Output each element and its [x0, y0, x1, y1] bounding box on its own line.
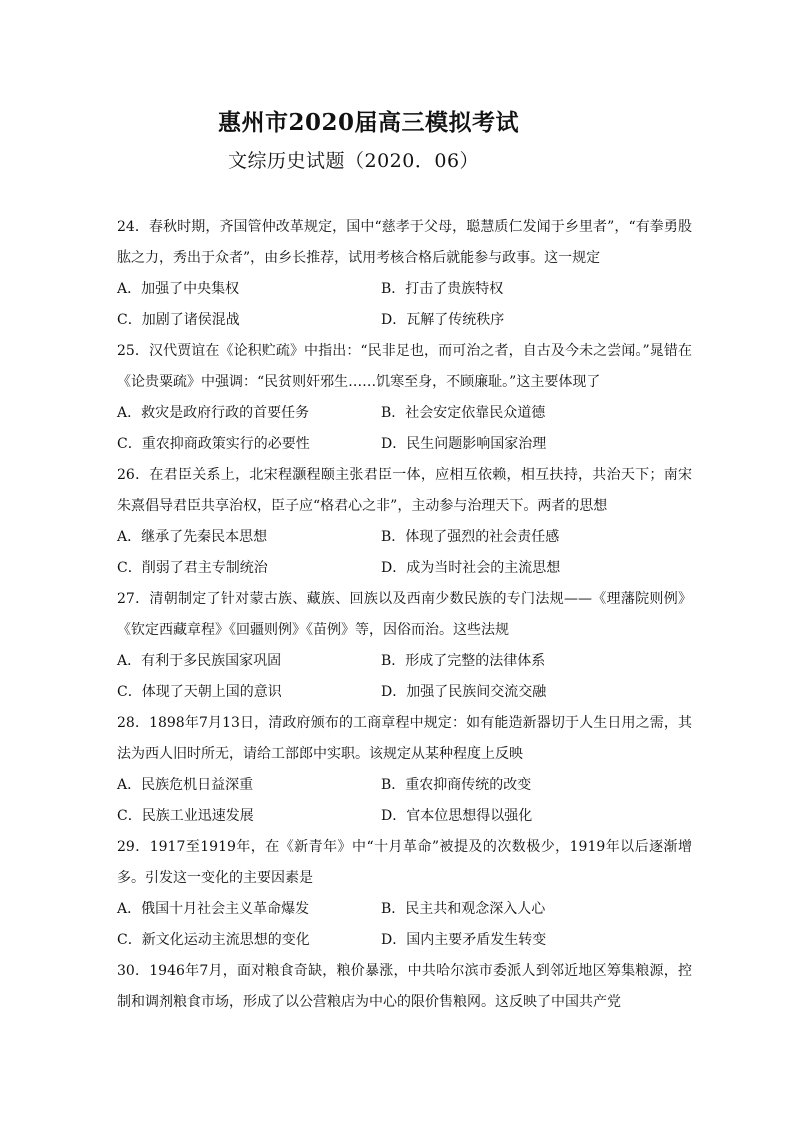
option-c: C．加剧了诸侯混战	[117, 312, 240, 328]
question-stem: 27．清朝制定了针对蒙古族、藏族、回族以及西南少数民族的专门法规——《理藩院则例》《钦定西藏章程》《回疆则例》《苗例》等，因俗而治。这些法规	[117, 591, 692, 638]
option-a: A．加强了中央集权	[117, 281, 240, 297]
option-c: C．重农抑商政策实行的必要性	[117, 436, 310, 452]
question-25	[117, 336, 692, 460]
option-b: B．社会安定依靠民众道德	[381, 405, 546, 421]
option-d: D．瓦解了传统秩序	[381, 312, 505, 328]
question-24	[117, 212, 692, 336]
option-b: B．打击了贵族特权	[381, 281, 504, 297]
question-27	[117, 584, 692, 708]
option-c: C．体现了天朝上国的意识	[117, 684, 282, 700]
question-29	[117, 832, 692, 956]
page-title: 惠州市2020届高三模拟考试	[218, 109, 520, 136]
question-30	[117, 956, 692, 1018]
option-a: A．有利于多民族国家巩固	[117, 653, 282, 669]
option-list	[117, 646, 692, 708]
option-list	[117, 398, 692, 460]
question-26	[117, 460, 692, 584]
option-list	[117, 522, 692, 584]
question-stem: 26．在君臣关系上，北宋程灏程颐主张君臣一体，应相互依赖，相互扶持，共治天下；南宋朱熹倡导君臣共享治权，臣子应“格君心之非”，主动参与治理天下。两者的思想	[117, 467, 692, 514]
option-list	[117, 274, 692, 336]
question-list	[117, 212, 692, 1018]
question-stem: 25．汉代贾谊在《论积贮疏》中指出：“民非足也，而可治之者，自古及今未之尝闻。”晁错在《论贵粟疏》中强调：“民贫则奸邪生……饥寒至身，不顾廉耻。”这主要体现了	[117, 343, 692, 390]
option-b: B．体现了强烈的社会责任感	[381, 529, 560, 545]
option-b: B．民主共和观念深入人心	[381, 901, 546, 917]
option-d: D．成为当时社会的主流思想	[381, 560, 561, 576]
question-stem: 29．1917至1919年，在《新青年》中“十月革命”被提及的次数极少，1919年以后逐渐增多。引发这一变化的主要因素是	[117, 839, 692, 886]
option-list	[117, 894, 692, 956]
option-c: C．新文化运动主流思想的变化	[117, 932, 310, 948]
question-28	[117, 708, 692, 832]
option-d: D．官本位思想得以强化	[381, 808, 533, 824]
option-a: A．继承了先秦民本思想	[117, 529, 268, 545]
question-stem: 24．春秋时期，齐国管仲改革规定，国中“慈孝于父母，聪慧质仁发闻于乡里者”，“有拳勇股肱之力，秀出于众者”，由乡长推荐，试用考核合格后就能参与政事。这一规定	[117, 219, 692, 266]
option-list	[117, 770, 692, 832]
question-stem: 28．1898年7月13日，清政府颁布的工商章程中规定：如有能造新器切于人生日用之需，其法为西人旧时所无，请给工部郎中实职。该规定从某种程度上反映	[117, 715, 692, 762]
question-stem: 30．1946年7月，面对粮食奇缺，粮价暴涨，中共哈尔滨市委派人到邻近地区筹集粮源，控制和调剂粮食市场，形成了以公营粮店为中心的限价售粮网。这反映了中国共产党	[117, 963, 692, 1010]
option-d: D．加强了民族间交流交融	[381, 684, 547, 700]
option-a: A．俄国十月社会主义革命爆发	[117, 901, 310, 917]
page-subtitle: 文综历史试题（2020．06）	[228, 150, 480, 172]
option-c: C．民族工业迅速发展	[117, 808, 254, 824]
option-a: A．民族危机日益深重	[117, 777, 254, 793]
option-d: D．国内主要矛盾发生转变	[381, 932, 547, 948]
option-d: D．民生问题影响国家治理	[381, 436, 547, 452]
option-c: C．削弱了君主专制统治	[117, 560, 268, 576]
option-a: A．救灾是政府行政的首要任务	[117, 405, 310, 421]
option-b: B．形成了完整的法律体系	[381, 653, 546, 669]
option-b: B．重农抑商传统的改变	[381, 777, 532, 793]
